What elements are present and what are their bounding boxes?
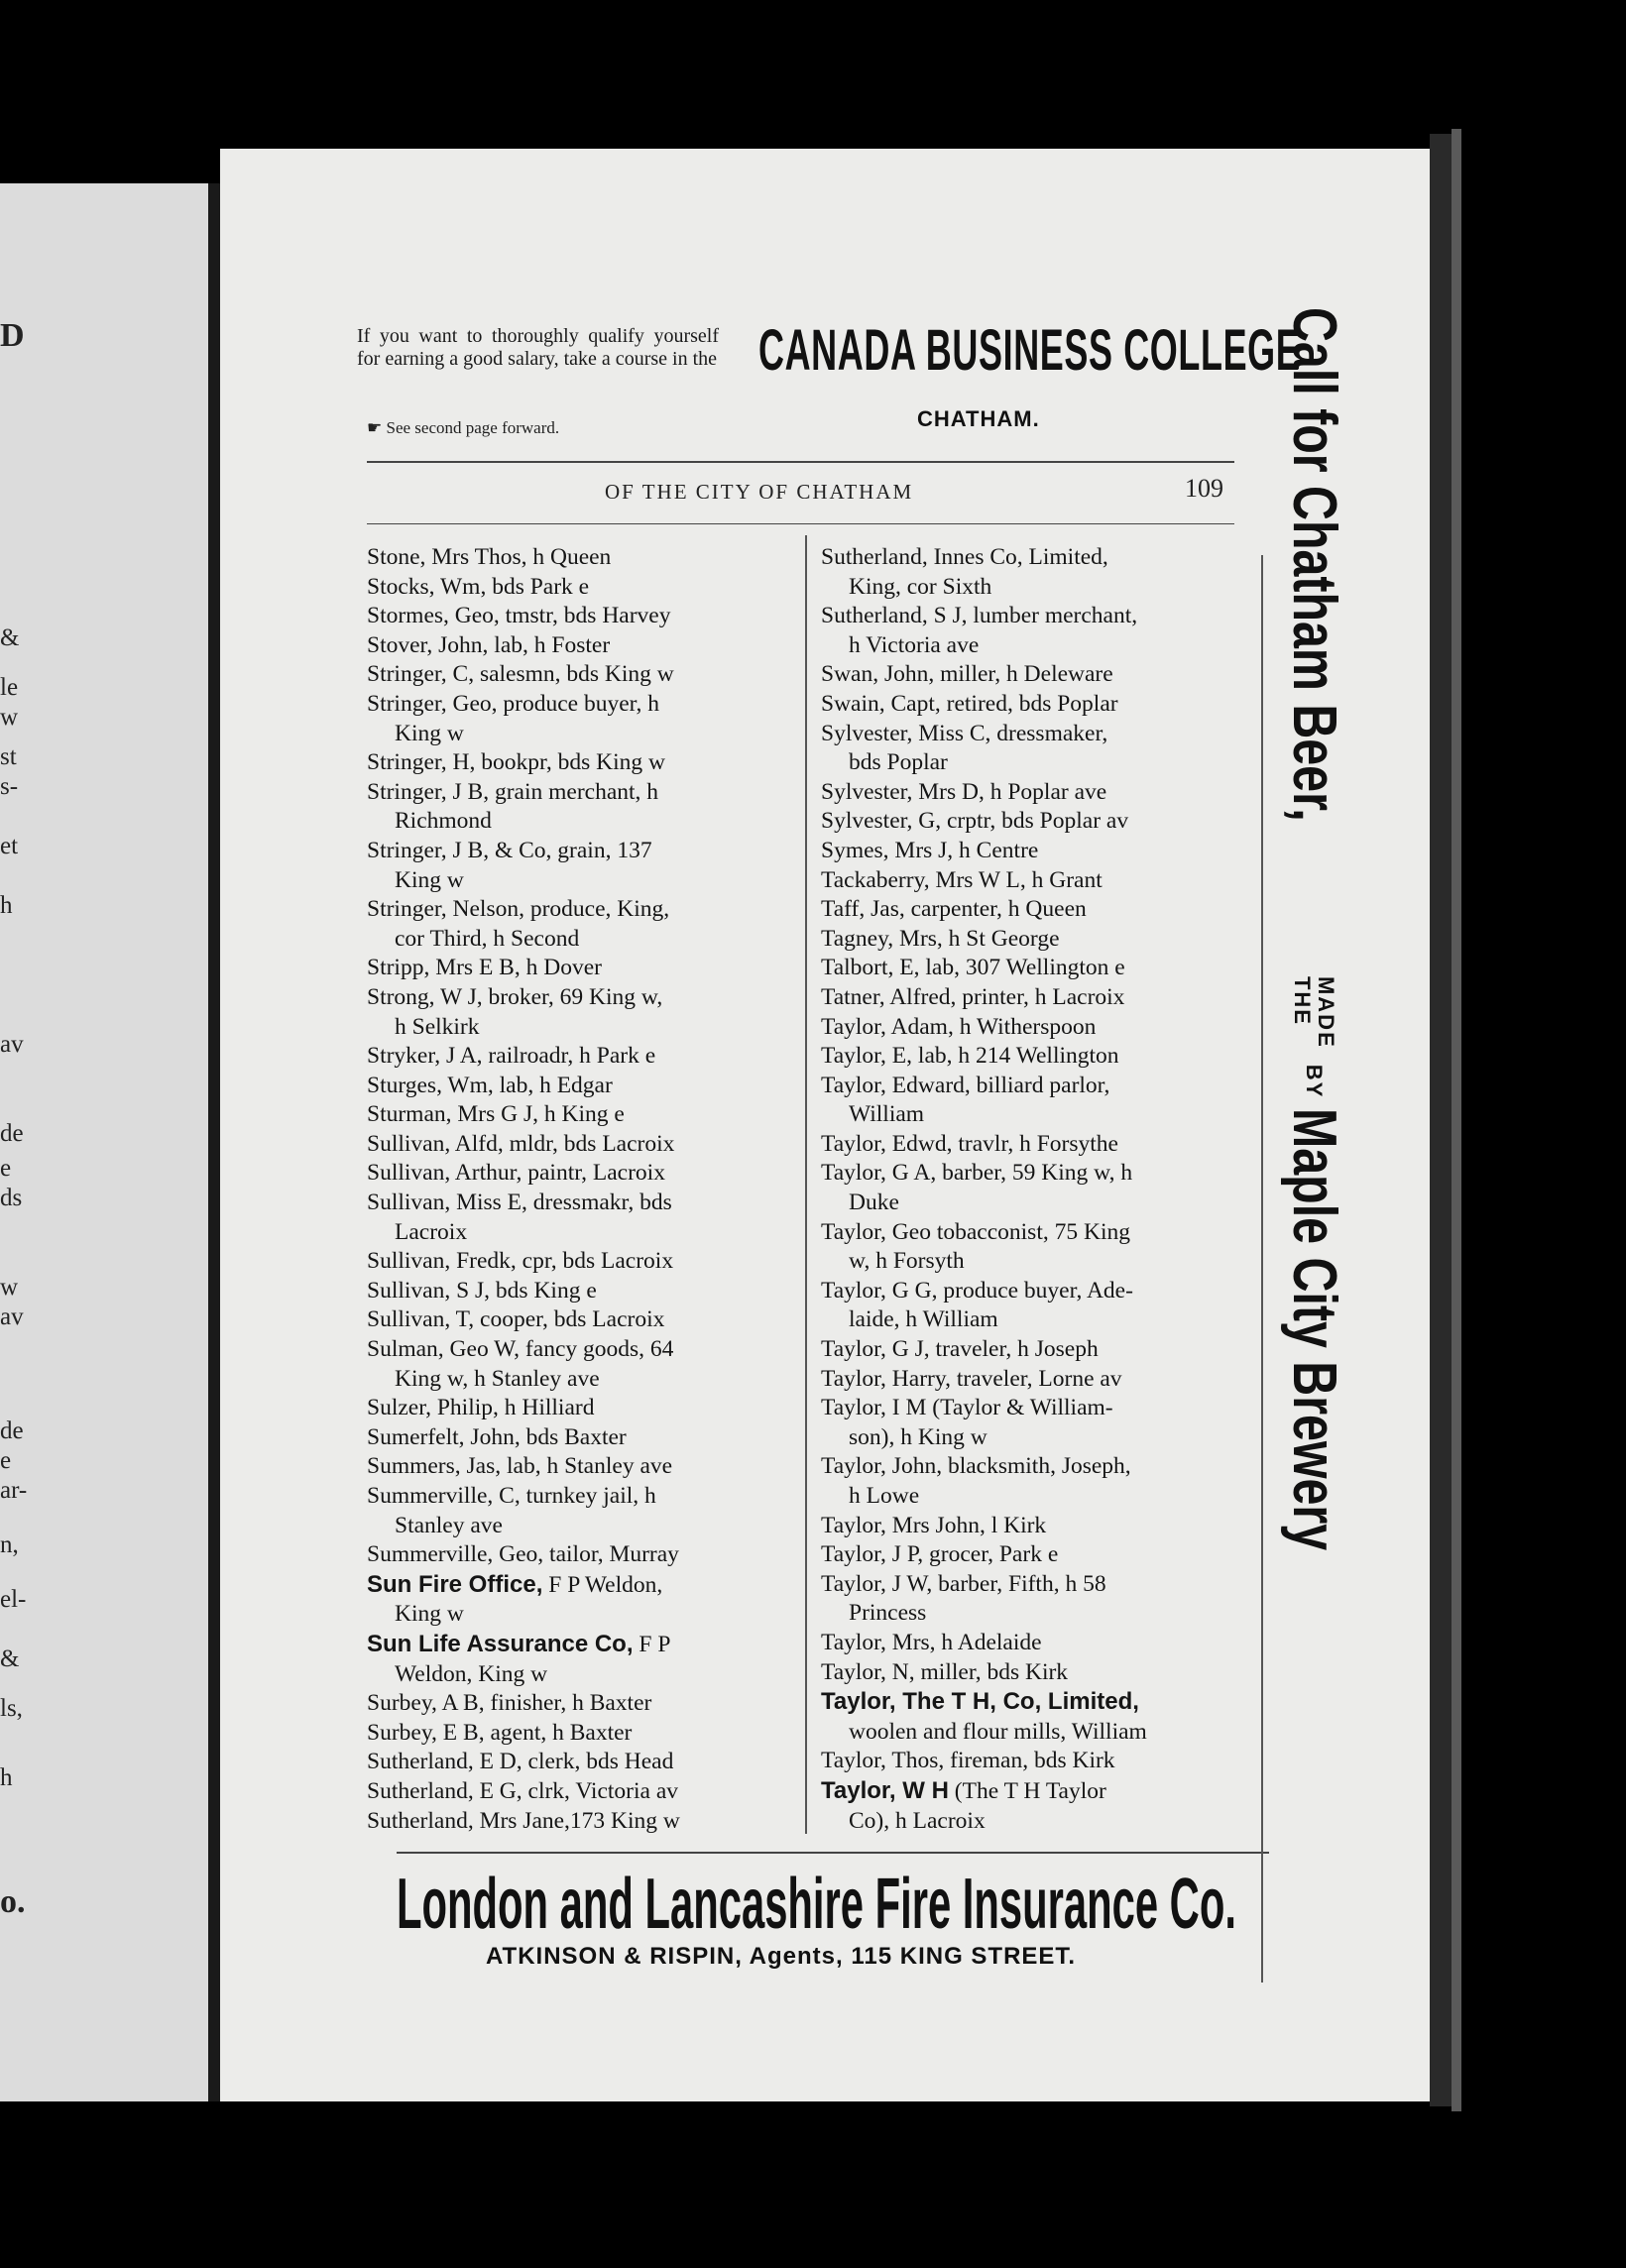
directory-entry <box>821 1687 1147 1718</box>
page-edge <box>1430 134 1452 2106</box>
entry-text: laide, h William <box>849 1306 998 1333</box>
entry-text: Sutherland, E G, clrk, Victoria av <box>367 1777 679 1804</box>
left-page-text: st <box>0 743 17 770</box>
directory-entry <box>821 631 1147 661</box>
directory-entry <box>367 573 680 603</box>
directory-entry <box>367 1540 680 1570</box>
entry-text: Stringer, J B, & Co, grain, 137 <box>367 837 652 863</box>
entry-text: Swain, Capt, retired, bds Poplar <box>821 690 1118 717</box>
directory-entry <box>367 1777 680 1807</box>
left-page-text: de <box>0 1418 24 1444</box>
directory-entry <box>367 1335 680 1365</box>
directory-entry <box>367 1277 680 1306</box>
left-page-text: le <box>0 674 19 701</box>
entry-text: Taylor, Mrs John, l Kirk <box>821 1512 1047 1538</box>
entry-text: Stringer, Nelson, produce, King, <box>367 896 670 923</box>
entry-text: Stringer, Geo, produce buyer, h <box>367 690 660 717</box>
directory-entry <box>367 720 680 749</box>
entry-text: Taylor, Adam, h Witherspoon <box>821 1013 1097 1040</box>
directory-entry <box>367 1305 680 1335</box>
directory-entry <box>821 660 1147 690</box>
directory-entry <box>821 954 1147 983</box>
left-page-text: w <box>0 1274 19 1301</box>
directory-entry <box>821 1130 1147 1160</box>
left-page-text: n, <box>0 1531 19 1558</box>
directory-entry <box>367 1423 680 1453</box>
directory-entry <box>367 690 680 720</box>
directory-entry <box>367 1689 680 1719</box>
entry-text: Stringer, J B, grain merchant, h <box>367 778 659 805</box>
directory-entry <box>367 1482 680 1512</box>
side-ad-rule <box>1261 555 1263 1983</box>
entry-text: Taff, Jas, carpenter, h Queen <box>821 896 1087 923</box>
entry-text: Taylor, I M (Taylor & William- <box>821 1395 1113 1421</box>
directory-entry <box>367 602 680 631</box>
entry-bold-name: Sun Life Assurance Co, <box>367 1630 634 1657</box>
left-page-text: s- <box>0 773 19 800</box>
entry-text: Taylor, G A, barber, 59 King w, h <box>821 1160 1133 1187</box>
entry-text: woolen and flour mills, William <box>849 1718 1147 1745</box>
left-page-text: ls, <box>0 1695 23 1722</box>
college-ad-text: If you want to thoroughly qualify yourself for earning a good salary, take a course in the <box>357 325 719 370</box>
directory-entry <box>821 1042 1147 1072</box>
directory-entry <box>367 983 680 1013</box>
directory-entry <box>367 1100 680 1130</box>
left-page-text: et <box>0 833 19 859</box>
entry-text: Taylor, E, lab, h 214 Wellington <box>821 1043 1119 1070</box>
left-page-fragment <box>0 183 223 2101</box>
directory-entry <box>821 807 1147 837</box>
directory-entry <box>367 925 680 955</box>
directory-entry <box>821 1570 1147 1600</box>
directory-entry <box>821 983 1147 1013</box>
entry-text: King w <box>395 1601 464 1628</box>
entry-text: Stryker, J A, railroadr, h Park e <box>367 1043 656 1070</box>
entry-bold-name: Taylor, The T H, Co, Limited, <box>821 1688 1139 1716</box>
directory-entry <box>821 1072 1147 1101</box>
directory-entry <box>367 1512 680 1541</box>
entry-text: Taylor, J P, grocer, Park e <box>821 1541 1059 1568</box>
directory-entry <box>821 1189 1147 1218</box>
directory-entry <box>367 1600 680 1630</box>
entry-text: Swan, John, miller, h Deleware <box>821 661 1113 688</box>
entry-text: Stripp, Mrs E B, h Dover <box>367 955 602 981</box>
college-name: CANADA BUSINESS COLLEGE <box>758 318 1301 383</box>
entry-text: Stanley ave <box>395 1512 503 1538</box>
directory-entry <box>367 1159 680 1189</box>
entry-text: F P <box>633 1631 671 1657</box>
directory-entry <box>821 837 1147 866</box>
entry-text: Sutherland, S J, lumber merchant, <box>821 603 1138 629</box>
entry-text: F P Weldon, <box>542 1571 663 1598</box>
left-page-text: e <box>0 1155 12 1182</box>
directory-entry <box>821 1747 1147 1776</box>
entry-text: Sylvester, Mrs D, h Poplar ave <box>821 778 1107 805</box>
directory-entry <box>367 1807 680 1837</box>
entry-text: Taylor, J W, barber, Fifth, h 58 <box>821 1570 1106 1597</box>
entry-text: Duke <box>849 1190 899 1216</box>
entry-text: h Victoria ave <box>849 631 980 658</box>
directory-entry <box>821 690 1147 720</box>
entry-text: Tagney, Mrs, h St George <box>821 925 1060 952</box>
directory-entry <box>821 1423 1147 1453</box>
directory-entry <box>821 1482 1147 1512</box>
directory-entry <box>367 837 680 866</box>
entry-text: Richmond <box>395 808 492 835</box>
entry-text: Tackaberry, Mrs W L, h Grant <box>821 866 1103 893</box>
running-head-rule <box>367 523 1234 524</box>
directory-entry <box>367 1719 680 1749</box>
directory-entry <box>821 778 1147 808</box>
directory-entry <box>367 895 680 925</box>
left-page-text: ar- <box>0 1477 28 1504</box>
entry-text: Sutherland, E D, clerk, bds Head <box>367 1749 674 1775</box>
entry-text: Taylor, Edwd, travlr, h Forsythe <box>821 1130 1118 1157</box>
directory-entry <box>367 778 680 808</box>
left-page-text: av <box>0 1304 24 1330</box>
entry-text: Taylor, G G, produce buyer, Ade- <box>821 1277 1133 1304</box>
entry-text: Taylor, G J, traveler, h Joseph <box>821 1336 1099 1363</box>
entry-text: Lacroix <box>395 1218 468 1245</box>
entry-text: Taylor, Geo tobacconist, 75 King <box>821 1218 1130 1245</box>
entry-text: Symes, Mrs J, h Centre <box>821 837 1039 863</box>
directory-entry <box>367 1218 680 1248</box>
entry-text: Stringer, C, salesmn, bds King w <box>367 661 674 688</box>
left-page-text: de <box>0 1120 24 1147</box>
directory-entry <box>821 1218 1147 1248</box>
entry-text: Sylvester, Miss C, dressmaker, <box>821 720 1108 746</box>
entry-text: Taylor, Thos, fireman, bds Kirk <box>821 1748 1115 1774</box>
entry-text: Taylor, Mrs, h Adelaide <box>821 1629 1042 1655</box>
entry-text: Summerville, Geo, tailor, Murray <box>367 1541 679 1568</box>
page-edge-outer <box>1452 129 1461 2111</box>
directory-entry <box>367 1189 680 1218</box>
left-page-text: el- <box>0 1586 27 1613</box>
entry-text: Stover, John, lab, h Foster <box>367 631 611 658</box>
footer-insurance-title: London and Lancashire Fire Insurance Co. <box>397 1865 1236 1944</box>
side-ad-made-the <box>1291 976 1338 1049</box>
header-rule <box>367 461 1234 463</box>
directory-entry <box>367 543 680 573</box>
directory-entry <box>367 660 680 690</box>
side-ad-by: BY <box>1302 1064 1328 1099</box>
entry-text: Taylor, Harry, traveler, Lorne av <box>821 1365 1122 1392</box>
directory-entry <box>821 1159 1147 1189</box>
directory-entry <box>367 1630 680 1660</box>
directory-entry <box>821 602 1147 631</box>
directory-entry <box>821 543 1147 573</box>
directory-entry <box>821 1013 1147 1043</box>
entry-text: Weldon, King w <box>395 1660 548 1687</box>
directory-entry <box>821 1540 1147 1570</box>
entry-text: Sturman, Mrs G J, h King e <box>367 1101 625 1128</box>
entry-text: Sullivan, Arthur, paintr, Lacroix <box>367 1160 665 1187</box>
entry-text: w, h Forsyth <box>849 1248 965 1275</box>
directory-entry <box>367 1130 680 1160</box>
left-page-text: w <box>0 704 19 731</box>
directory-entry <box>367 1247 680 1277</box>
directory-entry <box>367 807 680 837</box>
entry-text: (The T H Taylor <box>948 1777 1106 1804</box>
left-page-text: D <box>0 317 25 354</box>
directory-entry <box>821 1394 1147 1423</box>
entry-text: Taylor, John, blacksmith, Joseph, <box>821 1453 1131 1480</box>
entry-text: Surbey, E B, agent, h Baxter <box>367 1719 633 1746</box>
directory-entry <box>821 1512 1147 1541</box>
entry-bold-name: Taylor, W H <box>821 1776 949 1804</box>
directory-entry <box>367 1748 680 1777</box>
directory-entry <box>367 631 680 661</box>
left-page-text: h <box>0 892 13 919</box>
side-ad-part1: Call for Chatham Beer, <box>1280 307 1348 822</box>
directory-entry <box>821 1335 1147 1365</box>
directory-entry <box>821 1718 1147 1748</box>
directory-entry <box>821 866 1147 896</box>
directory-entry <box>821 1365 1147 1395</box>
directory-entry <box>367 1570 680 1601</box>
directory-entry <box>821 1247 1147 1277</box>
directory-entry <box>821 1807 1147 1837</box>
entry-text: Sullivan, T, cooper, bds Lacroix <box>367 1306 665 1333</box>
entry-text: Sumerfelt, John, bds Baxter <box>367 1423 627 1450</box>
side-ad-part2: Maple City Brewery <box>1280 1108 1348 1551</box>
college-city: CHATHAM. <box>917 406 1040 431</box>
entry-text: Sutherland, Mrs Jane,173 King w <box>367 1807 680 1834</box>
right-column <box>821 543 1147 1836</box>
entry-text: Talbort, E, lab, 307 Wellington e <box>821 955 1125 981</box>
directory-entry <box>821 1658 1147 1688</box>
directory-entry <box>367 1452 680 1482</box>
entry-text: Sulman, Geo W, fancy goods, 64 <box>367 1336 674 1363</box>
entry-text: King w <box>395 866 464 893</box>
column-divider <box>805 535 807 1834</box>
directory-entry <box>821 1599 1147 1629</box>
entry-text: King, cor Sixth <box>849 573 992 600</box>
entry-text: Summerville, C, turnkey jail, h <box>367 1483 656 1509</box>
footer-agents: ATKINSON & RISPIN, Agents, 115 KING STREET. <box>486 1943 1077 1970</box>
side-ad-the: THE <box>1290 975 1316 1026</box>
directory-entry <box>821 1277 1147 1306</box>
entry-text: Surbey, A B, finisher, h Baxter <box>367 1690 652 1717</box>
entry-text: Strong, W J, broker, 69 King w, <box>367 983 663 1010</box>
entry-text: Sullivan, Alfd, mldr, bds Lacroix <box>367 1130 675 1157</box>
left-page-text: & <box>0 624 20 651</box>
entry-text: Princess <box>849 1600 927 1627</box>
footer-rule <box>397 1852 1269 1854</box>
entry-text: Co), h Lacroix <box>849 1807 986 1834</box>
entry-text: Sullivan, Fredk, cpr, bds Lacroix <box>367 1248 674 1275</box>
entry-text: Stormes, Geo, tmstr, bds Harvey <box>367 603 671 629</box>
directory-entry <box>821 748 1147 778</box>
directory-entry <box>821 1100 1147 1130</box>
entry-text: h Lowe <box>849 1483 920 1509</box>
directory-entry <box>367 866 680 896</box>
running-head: OF THE CITY OF CHATHAM <box>605 480 914 504</box>
entry-text: Taylor, Edward, billiard parlor, <box>821 1072 1110 1098</box>
left-column <box>367 543 680 1836</box>
left-page-text: h <box>0 1764 13 1791</box>
directory-entry <box>367 1365 680 1395</box>
entry-text: Taylor, N, miller, bds Kirk <box>821 1658 1069 1685</box>
directory-entry <box>821 720 1147 749</box>
left-page-text: av <box>0 1031 24 1058</box>
directory-entry <box>367 748 680 778</box>
directory-entry <box>367 1042 680 1072</box>
entry-text: Stringer, H, bookpr, bds King w <box>367 749 665 776</box>
directory-entry <box>821 925 1147 955</box>
left-page-text: & <box>0 1645 20 1672</box>
directory-entry <box>821 895 1147 925</box>
left-page-text: ds <box>0 1185 23 1211</box>
entry-text: Sulzer, Philip, h Hilliard <box>367 1395 595 1421</box>
entry-text: son), h King w <box>849 1423 987 1450</box>
entry-text: Sturges, Wm, lab, h Edgar <box>367 1072 613 1098</box>
entry-text: bds Poplar <box>849 749 948 776</box>
directory-entry <box>821 1452 1147 1482</box>
college-ad-note: ☛ See second page forward. <box>367 418 560 437</box>
directory-entry <box>367 1013 680 1043</box>
entry-text: Tatner, Alfred, printer, h Lacroix <box>821 983 1125 1010</box>
entry-text: King w, h Stanley ave <box>395 1365 600 1392</box>
side-ad <box>1279 307 1349 1992</box>
entry-bold-name: Sun Fire Office, <box>367 1570 543 1598</box>
entry-text: Sutherland, Innes Co, Limited, <box>821 544 1108 570</box>
entry-text: Stone, Mrs Thos, h Queen <box>367 544 612 570</box>
directory-entry <box>821 1629 1147 1658</box>
entry-text: Sylvester, G, crptr, bds Poplar av <box>821 808 1129 835</box>
entry-text: King w <box>395 720 464 746</box>
directory-entry <box>367 1072 680 1101</box>
directory-entry <box>821 1305 1147 1335</box>
entry-text: cor Third, h Second <box>395 925 580 952</box>
directory-entry <box>367 1394 680 1423</box>
entry-text: Sullivan, S J, bds King e <box>367 1277 597 1304</box>
entry-text: Stocks, Wm, bds Park e <box>367 573 590 600</box>
side-ad-made: MADE <box>1314 975 1339 1049</box>
left-page-text: e <box>0 1447 12 1474</box>
entry-text: Sullivan, Miss E, dressmakr, bds <box>367 1190 672 1216</box>
entry-text: h Selkirk <box>395 1013 480 1040</box>
directory-entry <box>367 1660 680 1690</box>
entry-text: William <box>849 1101 925 1128</box>
directory-entry <box>821 1776 1147 1807</box>
left-page-text: o. <box>0 1883 26 1920</box>
directory-entry <box>821 573 1147 603</box>
entry-text: Summers, Jas, lab, h Stanley ave <box>367 1453 673 1480</box>
directory-entry <box>367 954 680 983</box>
page-number: 109 <box>1185 474 1223 503</box>
